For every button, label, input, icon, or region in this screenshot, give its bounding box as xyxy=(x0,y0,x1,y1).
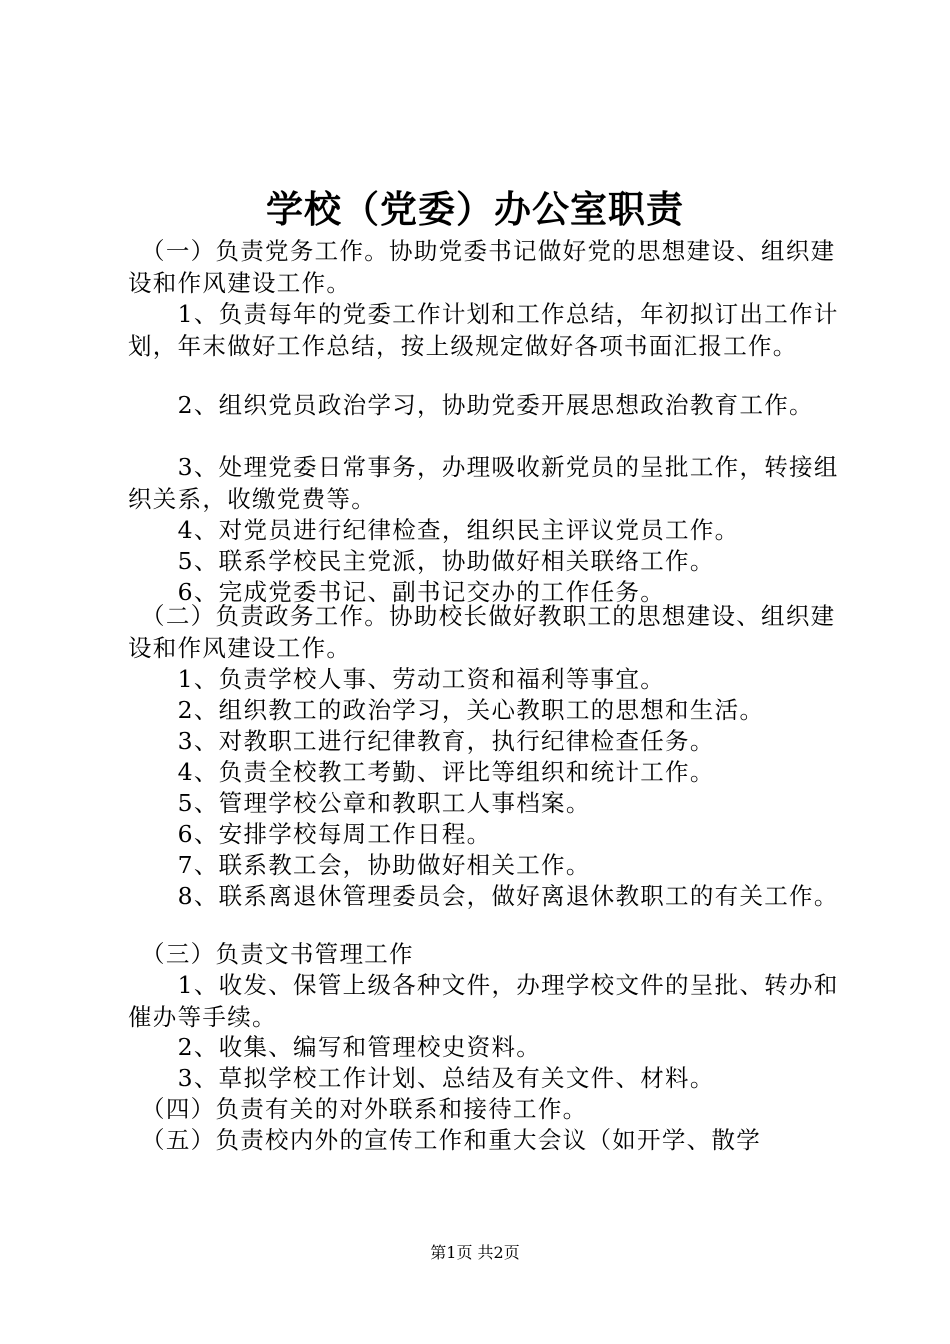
section-1-heading: （一）负责党务工作。协助党委书记做好党的思想建设、组织建设和作风建设工作。 xyxy=(128,237,836,297)
section-3-heading: （三）负责文书管理工作 xyxy=(128,940,414,968)
paragraph-item: 3、对教职工进行纪律教育，执行纪律检查任务。 xyxy=(128,727,715,755)
page-number: 第1页 共2页 xyxy=(430,1243,520,1262)
paragraph-item: 5、管理学校公章和教职工人事档案。 xyxy=(128,789,591,817)
paragraph-item: 2、组织教工的政治学习，关心教职工的思想和生活。 xyxy=(128,696,765,724)
paragraph-item: 3、草拟学校工作计划、总结及有关文件、材料。 xyxy=(128,1064,715,1092)
paragraph-item: 6、完成党委书记、副书记交办的工作任务。 xyxy=(128,578,666,606)
paragraph-item: 4、对党员进行纪律检查，组织民主评议党员工作。 xyxy=(128,516,740,544)
section-4-heading: （四）负责有关的对外联系和接待工作。 xyxy=(128,1095,588,1123)
section-5-heading: （五）负责校内外的宣传工作和重大会议（如开学、散学 xyxy=(128,1126,762,1154)
paragraph-item: 4、负责全校教工考勤、评比等组织和统计工作。 xyxy=(128,758,715,786)
section-2-heading: （二）负责政务工作。协助校长做好教职工的思想建设、组织建设和作风建设工作。 xyxy=(128,602,836,662)
paragraph-item: 5、联系学校民主党派，协助做好相关联络工作。 xyxy=(128,547,715,575)
paragraph-item: 2、组织党员政治学习，协助党委开展思想政治教育工作。 xyxy=(128,391,814,419)
paragraph-item: 1、负责学校人事、劳动工资和福利等事宜。 xyxy=(128,665,666,693)
paragraph-item: 3、处理党委日常事务，办理吸收新党员的呈批工作，转接组织关系，收缴党费等。 xyxy=(128,453,839,513)
paragraph-item: 7、联系教工会，协助做好相关工作。 xyxy=(128,851,591,879)
paragraph-item: 1、负责每年的党委工作计划和工作总结，年初拟订出工作计划，年末做好工作总结，按上级规定做好各项书面汇报工作。 xyxy=(128,300,839,360)
paragraph-item: 8、联系离退休管理委员会，做好离退休教职工的有关工作。 xyxy=(128,882,839,910)
paragraph-item: 1、收发、保管上级各种文件，办理学校文件的呈批、转办和催办等手续。 xyxy=(128,971,839,1031)
document-title: 学校（党委）办公室职责 xyxy=(266,187,684,231)
paragraph-item: 2、收集、编写和管理校史资料。 xyxy=(128,1033,542,1061)
paragraph-item: 6、安排学校每周工作日程。 xyxy=(128,820,492,848)
